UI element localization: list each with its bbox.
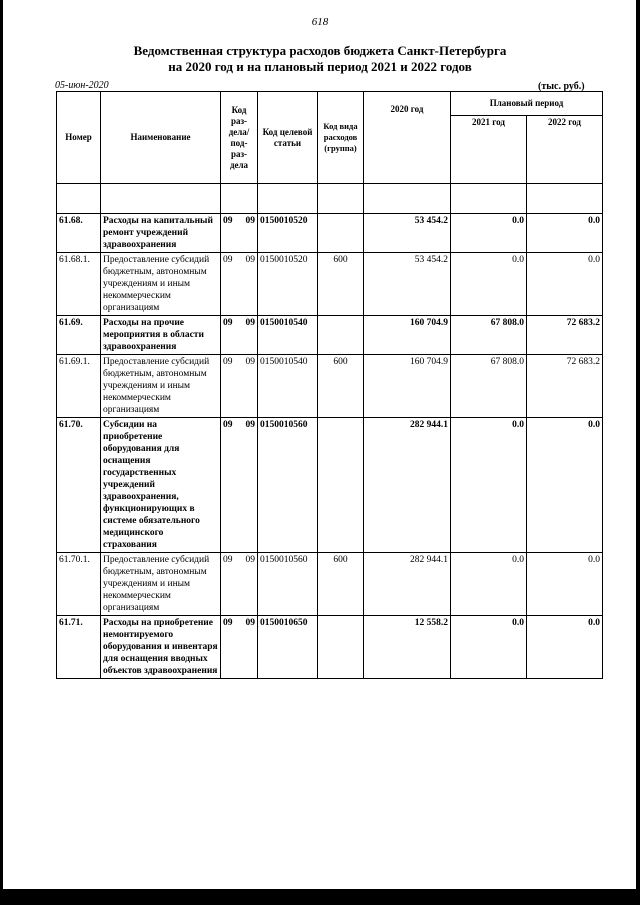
row-number: 61.69. bbox=[57, 316, 101, 355]
row-section bbox=[221, 553, 258, 616]
row-target: 0150010560 bbox=[258, 418, 318, 553]
scan-border-left bbox=[0, 0, 3, 905]
header-section: Код раз- дела/ под- раз- дела bbox=[221, 92, 258, 184]
page-number: 618 bbox=[311, 16, 329, 28]
document-title bbox=[0, 43, 640, 75]
table-row bbox=[57, 316, 603, 355]
row-number: 61.68. bbox=[57, 214, 101, 253]
section-code: 09 bbox=[223, 420, 233, 430]
row-name: Расходы на капитальный ремонт учреждений здравоохранения bbox=[101, 214, 221, 253]
row-type: 600 bbox=[318, 553, 364, 616]
row-2021: 67 808.0 bbox=[451, 316, 527, 355]
row-2022: 0.0 bbox=[527, 214, 603, 253]
row-target: 0150010650 bbox=[258, 616, 318, 679]
row-2021: 0.0 bbox=[451, 616, 527, 679]
header-spacer-row bbox=[57, 184, 603, 214]
header-target: Код целевой статьи bbox=[258, 92, 318, 184]
section-code: 09 bbox=[223, 318, 233, 328]
section-code: 09 bbox=[223, 555, 233, 565]
row-2020: 282 944.1 bbox=[364, 553, 451, 616]
row-type bbox=[318, 316, 364, 355]
spacer-cell bbox=[318, 184, 364, 214]
section-code: 09 bbox=[223, 357, 233, 367]
subsection-code: 09 bbox=[245, 318, 255, 328]
row-section bbox=[221, 616, 258, 679]
row-target: 0150010560 bbox=[258, 553, 318, 616]
table-row bbox=[57, 253, 603, 316]
row-2020: 53 454.2 bbox=[364, 253, 451, 316]
row-2021: 67 808.0 bbox=[451, 355, 527, 418]
subsection-code: 09 bbox=[245, 255, 255, 265]
subsection-code: 09 bbox=[245, 357, 255, 367]
section-code: 09 bbox=[223, 216, 233, 226]
row-2021: 0.0 bbox=[451, 253, 527, 316]
row-2022: 0.0 bbox=[527, 553, 603, 616]
row-section bbox=[221, 355, 258, 418]
row-2020: 53 454.2 bbox=[364, 214, 451, 253]
row-2022: 0.0 bbox=[527, 418, 603, 553]
row-type: 600 bbox=[318, 355, 364, 418]
spacer-cell bbox=[221, 184, 258, 214]
row-section bbox=[221, 253, 258, 316]
scan-border-right bbox=[636, 0, 640, 905]
row-number: 61.71. bbox=[57, 616, 101, 679]
row-number: 61.70. bbox=[57, 418, 101, 553]
row-target: 0150010520 bbox=[258, 214, 318, 253]
row-2022: 0.0 bbox=[527, 616, 603, 679]
row-2020: 160 704.9 bbox=[364, 355, 451, 418]
spacer-cell bbox=[364, 184, 451, 214]
row-number: 61.68.1. bbox=[57, 253, 101, 316]
row-2021: 0.0 bbox=[451, 553, 527, 616]
row-target: 0150010520 bbox=[258, 253, 318, 316]
table-body bbox=[57, 214, 603, 679]
row-2022: 72 683.2 bbox=[527, 316, 603, 355]
row-number: 61.70.1. bbox=[57, 553, 101, 616]
row-section bbox=[221, 214, 258, 253]
table-row bbox=[57, 214, 603, 253]
row-2022: 0.0 bbox=[527, 253, 603, 316]
title-line-1: Ведомственная структура расходов бюджета Санкт-Петербурга bbox=[133, 43, 507, 58]
section-code: 09 bbox=[223, 255, 233, 265]
row-number: 61.69.1. bbox=[57, 355, 101, 418]
row-type bbox=[318, 418, 364, 553]
row-2020: 282 944.1 bbox=[364, 418, 451, 553]
section-code: 09 bbox=[223, 618, 233, 628]
budget-table bbox=[56, 91, 603, 679]
row-2021: 0.0 bbox=[451, 418, 527, 553]
subsection-code: 09 bbox=[245, 555, 255, 565]
header-2020: 2020 год bbox=[364, 92, 451, 184]
header-planned-period: Плановый период bbox=[451, 92, 603, 116]
row-2020: 160 704.9 bbox=[364, 316, 451, 355]
row-2022: 72 683.2 bbox=[527, 355, 603, 418]
units-label: (тыс. руб.) bbox=[538, 81, 585, 92]
row-name: Расходы на прочие мероприятия в области здравоохранения bbox=[101, 316, 221, 355]
table-row bbox=[57, 418, 603, 553]
subsection-code: 09 bbox=[245, 420, 255, 430]
row-name: Расходы на приобретение немонтируемого оборудования и инвентаря для оснащения вводных объектов здравоохранения bbox=[101, 616, 221, 679]
row-type: 600 bbox=[318, 253, 364, 316]
subsection-code: 09 bbox=[245, 618, 255, 628]
header-2022: 2022 год bbox=[527, 116, 603, 184]
spacer-cell bbox=[57, 184, 101, 214]
row-2020: 12 558.2 bbox=[364, 616, 451, 679]
spacer-cell bbox=[101, 184, 221, 214]
header-number: Номер bbox=[57, 92, 101, 184]
row-2021: 0.0 bbox=[451, 214, 527, 253]
row-target: 0150010540 bbox=[258, 355, 318, 418]
row-target: 0150010540 bbox=[258, 316, 318, 355]
header-row-1 bbox=[57, 92, 603, 116]
table-row bbox=[57, 553, 603, 616]
row-name: Предоставление субсидий бюджетным, автономным учреждениям и иным некоммерческим организациям bbox=[101, 355, 221, 418]
subsection-code: 09 bbox=[245, 216, 255, 226]
header-2021: 2021 год bbox=[451, 116, 527, 184]
row-section bbox=[221, 316, 258, 355]
row-section bbox=[221, 418, 258, 553]
spacer-cell bbox=[527, 184, 603, 214]
title-line-2: на 2020 год и на плановый период 2021 и 2022 годов bbox=[168, 59, 472, 74]
row-type bbox=[318, 214, 364, 253]
spacer-cell bbox=[451, 184, 527, 214]
document-date: 05-июн-2020 bbox=[55, 80, 109, 91]
table-row bbox=[57, 355, 603, 418]
table-row bbox=[57, 616, 603, 679]
row-name: Предоставление субсидий бюджетным, автономным учреждениям и иным некоммерческим организациям bbox=[101, 253, 221, 316]
row-type bbox=[318, 616, 364, 679]
scan-border-bottom bbox=[0, 889, 640, 905]
spacer-cell bbox=[258, 184, 318, 214]
row-name: Предоставление субсидий бюджетным, автономным учреждениям и иным некоммерческим организациям bbox=[101, 553, 221, 616]
row-name: Субсидии на приобретение оборудования для оснащения государственных учреждений здравоохранения, функционирующих в системе обязательного медицинского страхования bbox=[101, 418, 221, 553]
header-name: Наименование bbox=[101, 92, 221, 184]
header-type: Код вида расходов (группа) bbox=[318, 92, 364, 184]
